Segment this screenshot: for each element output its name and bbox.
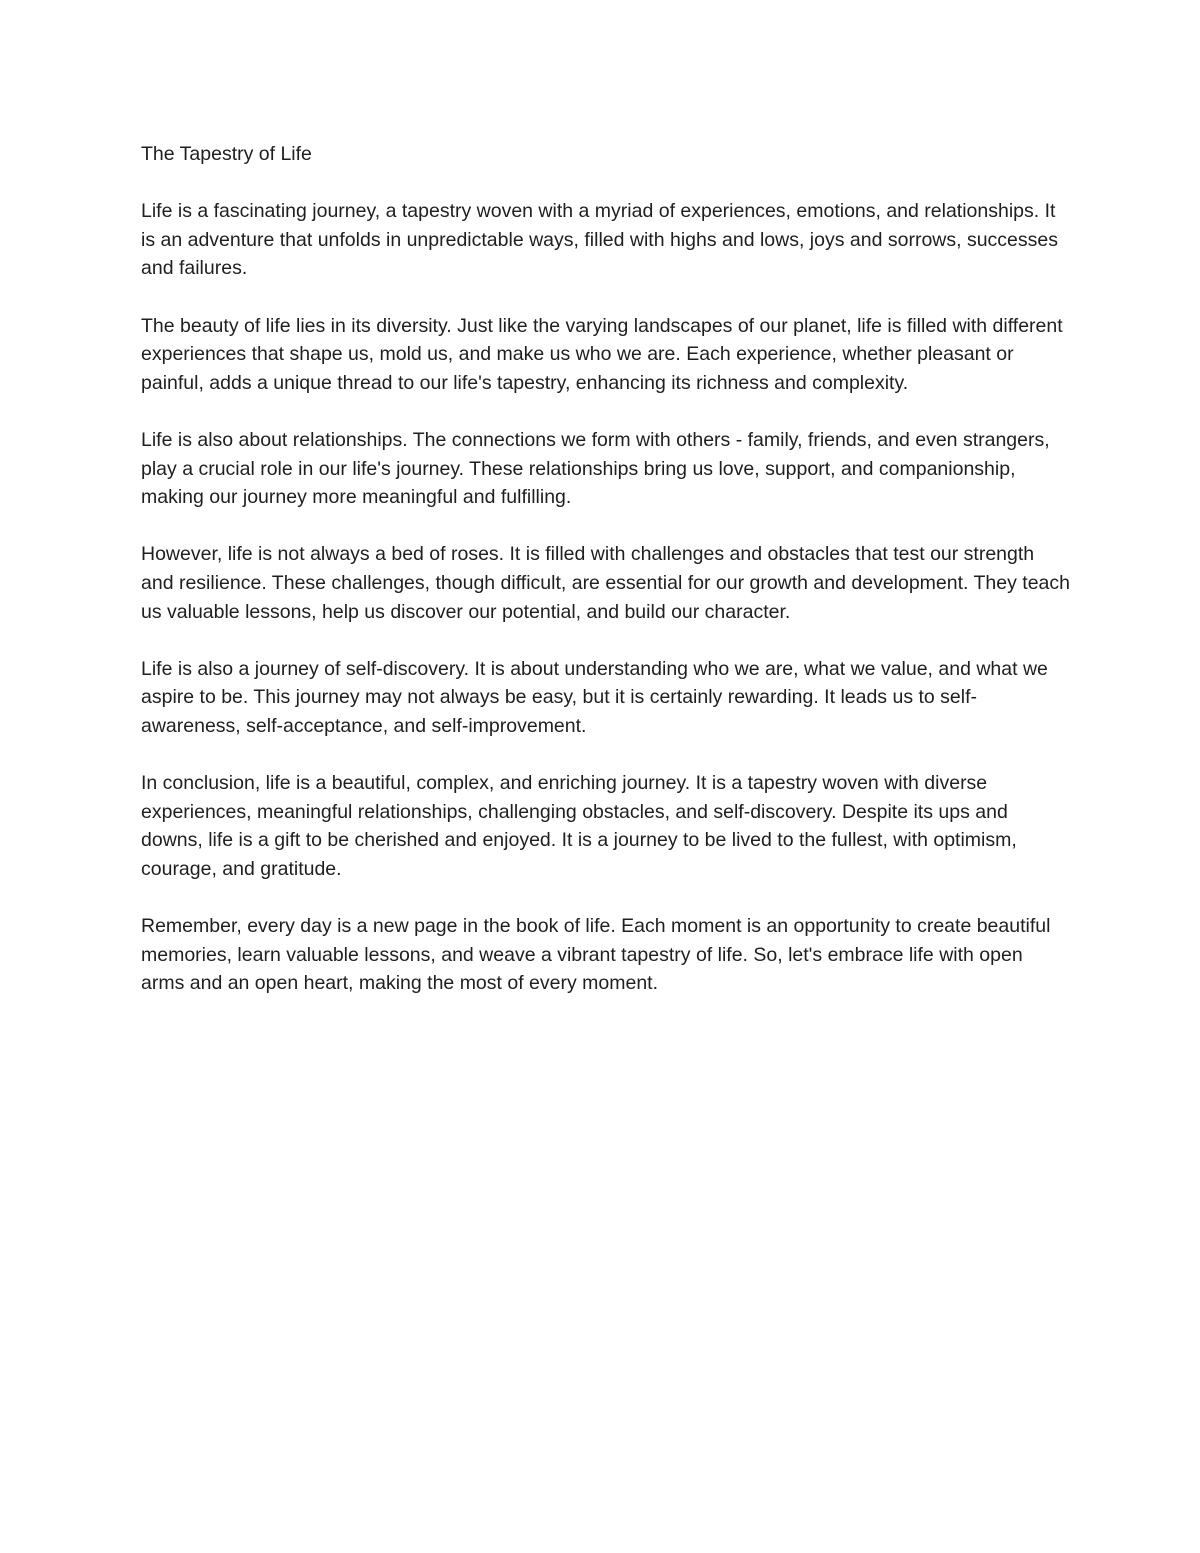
paragraph: In conclusion, life is a beautiful, complex, and enriching journey. It is a tapestry woven with diverse experiences, meaningful relationships, challenging obstacles, and self-discovery. Despite its ups and downs, life is a gift to be cherished and enjoyed. It is a journey to be lived to the fullest, with optimism, courage, and gratitude. [141,772,1017,880]
document-body [141,140,1071,1026]
paragraph: Remember, every day is a new page in the book of life. Each moment is an opportunity to create beautiful memories, learn valuable lessons, and weave a vibrant tapestry of life. So, let's embrace life with open arms and an open heart, making the most of every moment. [141,915,1051,995]
document-title: The Tapestry of Life [141,143,312,165]
paragraph: Life is also about relationships. The connections we form with others - family, friends, and even strangers, play a crucial role in our life's journey. These relationships bring us love, support, and companionship, making our journey more meaningful and fulfilling. [141,428,1050,509]
paragraph: Life is a fascinating journey, a tapestry woven with a myriad of experiences, emotions, and relationships. It is an adventure that unfolds in unpredictable ways, filled with highs and lows, joys and sorrows, successes and failures. [141,200,1058,280]
paragraph: The beauty of life lies in its diversity. Just like the varying landscapes of our planet, life is filled with different experiences that shape us, mold us, and make us who we are. Each experience, whether pleasant or painful, adds a unique thread to our life's tapestry, enhancing its richness and complexity. [141,314,1063,394]
paragraph: Life is also a journey of self-discovery. It is about understanding who we are, what we value, and what we aspire to be. This journey may not always be easy, but it is certainly rewarding. It leads us to self-awareness, self-acceptance, and self-improvement. [141,657,1048,737]
paragraph: However, life is not always a bed of roses. It is filled with challenges and obstacles that test our strength and resilience. These challenges, though difficult, are essential for our growth and development. They teach us valuable lessons, help us discover our potential, and build our character. [141,543,1070,623]
